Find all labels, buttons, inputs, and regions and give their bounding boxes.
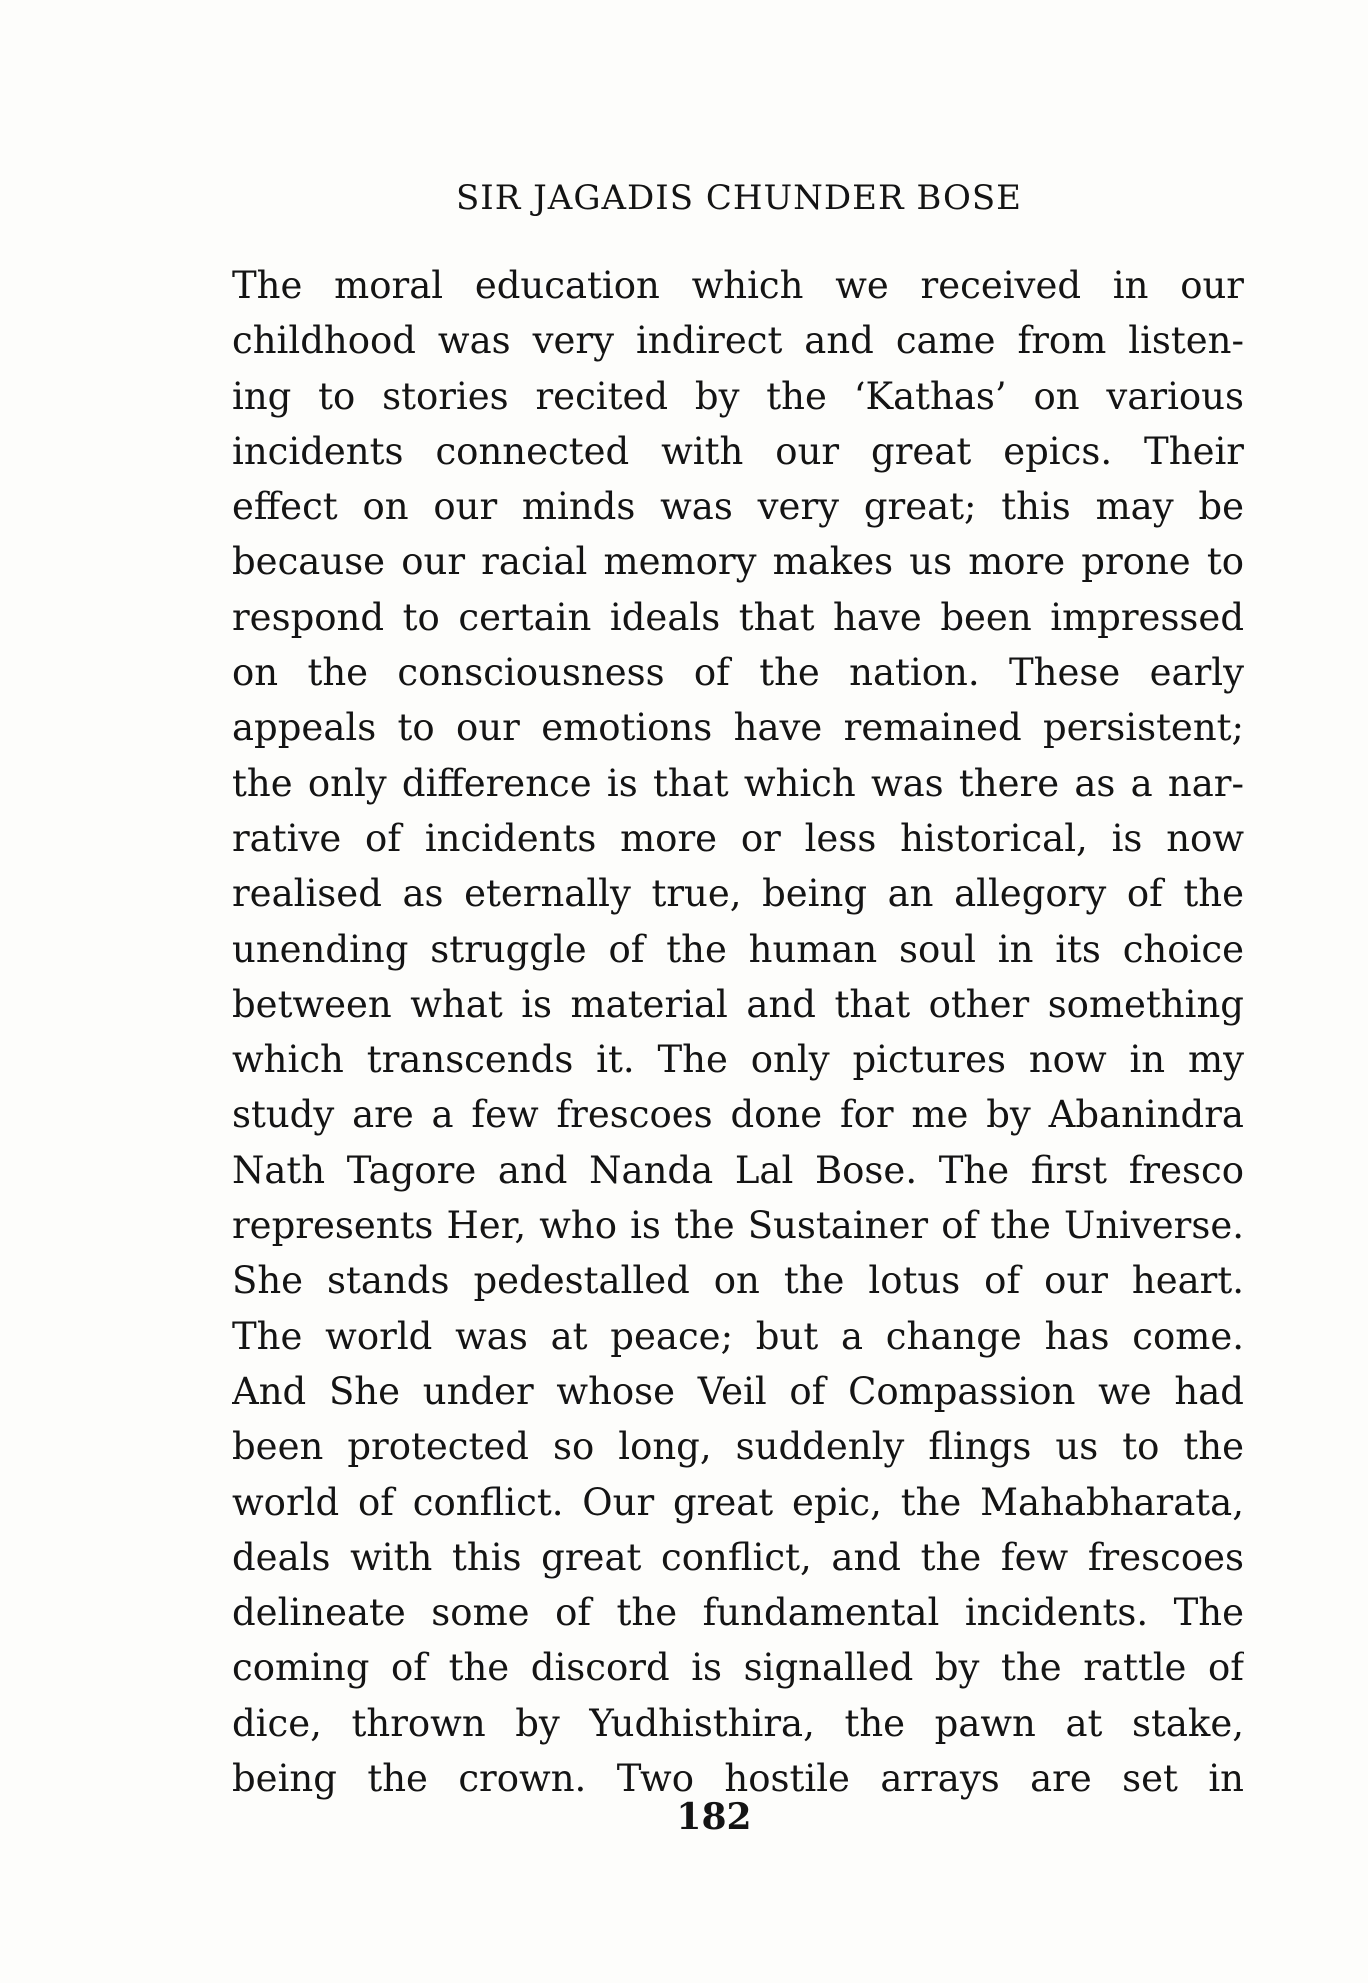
text-line: The world was at peace; but a change has come.	[232, 1314, 1244, 1358]
text-line: world of conflict. Our great epic, the Mahabharata,	[232, 1480, 1244, 1524]
text-line: unending struggle of the human soul in its choice	[232, 927, 1244, 971]
text-line: childhood was very indirect and came from listen-	[232, 319, 1244, 363]
text-line: on the consciousness of the nation. These early	[232, 651, 1244, 695]
text-line: study are a few frescoes done for me by Abanindra	[232, 1093, 1244, 1137]
text-line: because our racial memory makes us more prone to	[232, 540, 1244, 584]
text-line: realised as eternally true, being an allegory of the	[232, 872, 1244, 916]
text-line: been protected so long, suddenly flings us to the	[232, 1425, 1244, 1469]
text-line: Nath Tagore and Nanda Lal Bose. The first fresco	[232, 1148, 1244, 1192]
page-number: 182	[676, 1796, 752, 1838]
running-head: SIR JAGADIS CHUNDER BOSE	[456, 178, 1022, 218]
text-line: the only difference is that which was there as a nar-	[232, 761, 1244, 805]
text-line: effect on our minds was very great; this may be	[232, 485, 1244, 529]
text-line: which transcends it. The only pictures now in my	[232, 1038, 1244, 1082]
text-line: being the crown. Two hostile arrays are set in	[232, 1757, 1244, 1801]
text-line: between what is material and that other something	[232, 982, 1244, 1026]
text-line: incidents connected with our great epics. Their	[232, 429, 1244, 473]
text-line: dice, thrown by Yudhisthira, the pawn at stake,	[232, 1701, 1244, 1745]
text-line: ing to stories recited by the ‘Kathas’ on various	[232, 374, 1244, 418]
text-line: The moral education which we received in our	[232, 264, 1244, 307]
text-line: delineate some of the fundamental incidents. The	[232, 1591, 1244, 1635]
text-line: deals with this great conflict, and the few frescoes	[232, 1535, 1244, 1579]
text-line: appeals to our emotions have remained persistent;	[232, 706, 1244, 750]
text-line: And She under whose Veil of Compassion we had	[232, 1369, 1244, 1413]
text-line: respond to certain ideals that have been impressed	[232, 595, 1244, 639]
text-line: represents Her, who is the Sustainer of the Universe.	[232, 1204, 1244, 1248]
text-line: She stands pedestalled on the lotus of our heart.	[232, 1259, 1244, 1303]
text-line: rative of incidents more or less historical, is now	[232, 816, 1244, 860]
body-text	[232, 258, 1244, 1806]
text-line: coming of the discord is signalled by the rattle of	[232, 1646, 1244, 1690]
